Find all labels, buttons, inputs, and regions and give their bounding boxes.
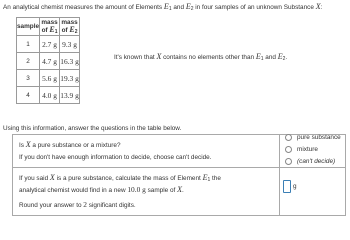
cell-mass-e1: 4.7 g	[40, 53, 60, 70]
cell-mass-e2: 19.3 g	[60, 70, 80, 87]
question-1-line-1: Is X a pure substance or a mixture?	[19, 140, 121, 149]
problem-intro	[3, 2, 348, 12]
intro-and: and	[171, 4, 186, 11]
cell-sample: 2	[17, 53, 40, 70]
header-mass-e1: mass of $E_1$	[41, 18, 58, 35]
cell-sample: 3	[17, 70, 40, 87]
cell-mass-e1: 5.6 g	[40, 70, 60, 87]
intro-text: An analytical chemist measures the amount of Elements	[3, 4, 164, 11]
radio-pure-substance[interactable]	[285, 134, 292, 141]
cell-mass-e1: 2.7 g	[40, 36, 60, 53]
cell-mass-e2: 9.3 g	[60, 36, 80, 53]
element-e2: E	[185, 2, 191, 11]
known-elements-note: It's known that X contains no elements other than $E_1$ and $E_2$.	[114, 52, 288, 62]
cell-mass-e2: 16.3 g	[60, 53, 80, 70]
header-sample: sample	[17, 18, 40, 36]
question-1-line-2: If you don't have enough information to decide, choose can't decide.	[19, 154, 212, 161]
cell-mass-e1: 4.0 g	[40, 87, 60, 104]
option-cant-decide[interactable]	[285, 158, 335, 165]
mass-answer-input[interactable]	[283, 180, 291, 193]
element-e1-sub: 1	[168, 6, 172, 12]
radio-mixture[interactable]	[285, 146, 292, 153]
option-mixture[interactable]	[285, 146, 318, 153]
table-header-row	[17, 18, 80, 36]
header-mass-e2: mass of $E_2$	[61, 18, 78, 35]
option-pure-substance[interactable]	[285, 134, 341, 141]
cell-mass-e2: 13.9 g	[60, 87, 80, 104]
unit-label: g	[293, 183, 297, 190]
question-2-line-1: If you said X is a pure substance, calculate the mass of Element $E_1$ the	[19, 173, 221, 183]
option-label: mixture	[297, 146, 318, 153]
sample-data-table	[16, 17, 80, 104]
cell-sample: 4	[17, 87, 40, 104]
question-row-2	[13, 168, 345, 216]
questions-table	[12, 134, 346, 216]
table-row	[17, 87, 80, 104]
table-row	[17, 70, 80, 87]
intro-text-2: in four samples of an unknown Substance	[193, 4, 316, 11]
table-row	[17, 36, 80, 53]
radio-cant-decide[interactable]	[285, 158, 292, 165]
question-2-line-3: Round your answer to 2 significant digits.	[19, 200, 136, 209]
cell-sample: 1	[17, 36, 40, 53]
question-row-1	[13, 135, 345, 168]
intro-colon: :	[320, 4, 323, 11]
instructions-text: Using this information, answer the questions in the table below.	[3, 125, 182, 132]
option-label: (can't decide)	[297, 158, 336, 165]
question-2-line-2: analytical chemist would find in a new 10.0 g sample of X.	[19, 185, 184, 194]
option-label: pure substance	[297, 134, 341, 141]
element-e2-sub: 2	[190, 6, 194, 12]
substance-x: X	[315, 2, 321, 11]
table-row	[17, 53, 80, 70]
element-e1: E	[163, 2, 169, 11]
